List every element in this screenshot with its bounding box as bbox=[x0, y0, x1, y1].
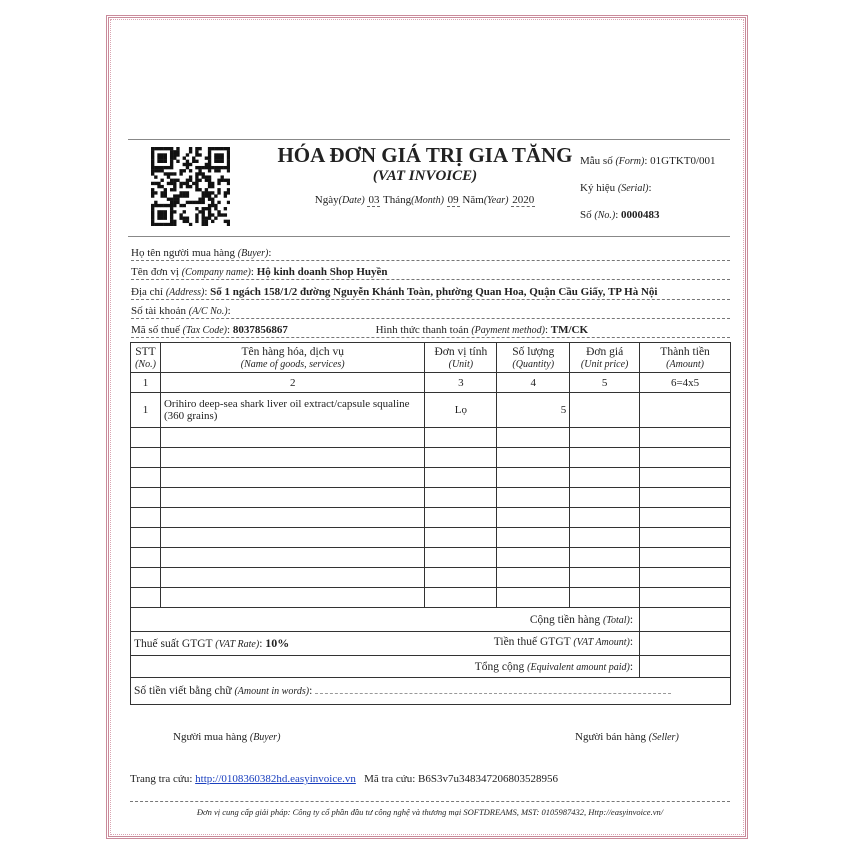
qr-code bbox=[151, 147, 230, 226]
lookup-info: Trang tra cứu: http://0108360382hd.easyinvoice.vn Mã tra cứu: B6S3v7u348347206803528956 bbox=[130, 773, 558, 785]
lookup-code: B6S3v7u348347206803528956 bbox=[418, 773, 558, 785]
buyer-field: Họ tên người mua hàng (Buyer): bbox=[131, 246, 730, 261]
column-header: Số lượng (Quantity) bbox=[497, 343, 570, 373]
divider bbox=[128, 236, 730, 237]
serial: Ký hiệu (Serial): bbox=[580, 182, 652, 194]
item-name: Orihiro deep-sea shark liver oil extract/capsule squaline (360 grains) bbox=[160, 393, 424, 428]
index-cell: 4 bbox=[497, 373, 570, 393]
invoice-title: HÓA ĐƠN GIÁ TRỊ GIA TĂNG bbox=[277, 143, 573, 167]
index-cell: 1 bbox=[131, 373, 161, 393]
form-number: Mẫu số (Form): 01GTKT0/001 bbox=[580, 155, 716, 167]
column-header: Tên hàng hóa, dịch vụ (Name of goods, services) bbox=[160, 343, 424, 373]
divider bbox=[128, 139, 730, 140]
index-cell: 2 bbox=[160, 373, 424, 393]
item-unit: Lọ bbox=[425, 393, 497, 428]
account-field: Số tài khoản (A/C No.): bbox=[131, 304, 730, 319]
index-cell: 6=4x5 bbox=[640, 373, 731, 393]
lookup-link[interactable]: http://0108360382hd.easyinvoice.vn bbox=[195, 773, 356, 785]
invoice-subtitle: (VAT INVOICE) bbox=[372, 168, 478, 184]
index-cell: 3 bbox=[425, 373, 497, 393]
year-value: 2020 bbox=[512, 194, 535, 206]
month-label: Tháng bbox=[383, 194, 412, 206]
empty-row bbox=[131, 528, 731, 548]
divider bbox=[130, 801, 730, 802]
date-label: Ngày bbox=[314, 194, 339, 206]
month-en: (Month) bbox=[411, 195, 444, 206]
invoice-number: Số (No.): 0000483 bbox=[580, 209, 660, 221]
seller-signature: Người bán hàng (Seller) bbox=[575, 731, 679, 743]
index-cell: 5 bbox=[570, 373, 640, 393]
empty-row bbox=[131, 448, 731, 468]
item-amount bbox=[640, 393, 731, 428]
tax-field: Mã số thuế (Tax Code): 8037856867 Hình thức thanh toán (Payment method): TM/CK bbox=[131, 323, 730, 338]
date-en: (Date) bbox=[338, 195, 365, 206]
empty-row bbox=[131, 488, 731, 508]
empty-row bbox=[131, 468, 731, 488]
item-price bbox=[570, 393, 640, 428]
empty-row bbox=[131, 568, 731, 588]
year-en: (Year) bbox=[483, 195, 509, 206]
items-table bbox=[130, 342, 731, 705]
total-row: Cộng tiền hàng (Total): bbox=[131, 608, 731, 632]
empty-row bbox=[131, 588, 731, 608]
day-value: 03 bbox=[368, 194, 380, 206]
address-field: Địa chỉ (Address): Số 1 ngách 158/1/2 đường Nguyễn Khánh Toàn, phường Quan Hoa, Quận Cầu Giấy, TP Hà Nội bbox=[131, 285, 730, 300]
header-row bbox=[131, 343, 731, 373]
index-row bbox=[131, 373, 731, 393]
item-no: 1 bbox=[131, 393, 161, 428]
vat-row: Thuế suất GTGT (VAT Rate): 10% Tiền thuế GTGT (VAT Amount): bbox=[131, 632, 731, 656]
month-value: 09 bbox=[447, 194, 459, 206]
grand-total-row: Tổng cộng (Equivalent amount paid): bbox=[131, 656, 731, 678]
footer-provider: Đơn vị cung cấp giải pháp: Công ty cổ phần đầu tư công nghệ và thương mại SOFTDREAMS, MST: 0105987432, Http://easyinvoice.vn/ bbox=[196, 807, 664, 817]
invoice-date bbox=[250, 194, 600, 206]
amount-words-row: Số tiền viết bằng chữ (Amount in words): bbox=[131, 678, 731, 705]
year-label: Năm bbox=[462, 194, 484, 206]
column-header: STT (No.) bbox=[131, 343, 161, 373]
column-header: Đơn giá (Unit price) bbox=[570, 343, 640, 373]
table-row bbox=[131, 393, 731, 428]
empty-row bbox=[131, 548, 731, 568]
company-field: Tên đơn vị (Company name): Hộ kinh doanh Shop Huyền bbox=[131, 265, 730, 280]
column-header: Đơn vị tính (Unit) bbox=[425, 343, 497, 373]
buyer-signature: Người mua hàng (Buyer) bbox=[173, 731, 281, 743]
item-qty: 5 bbox=[497, 393, 570, 428]
empty-row bbox=[131, 428, 731, 448]
empty-row bbox=[131, 508, 731, 528]
column-header: Thành tiền (Amount) bbox=[640, 343, 731, 373]
